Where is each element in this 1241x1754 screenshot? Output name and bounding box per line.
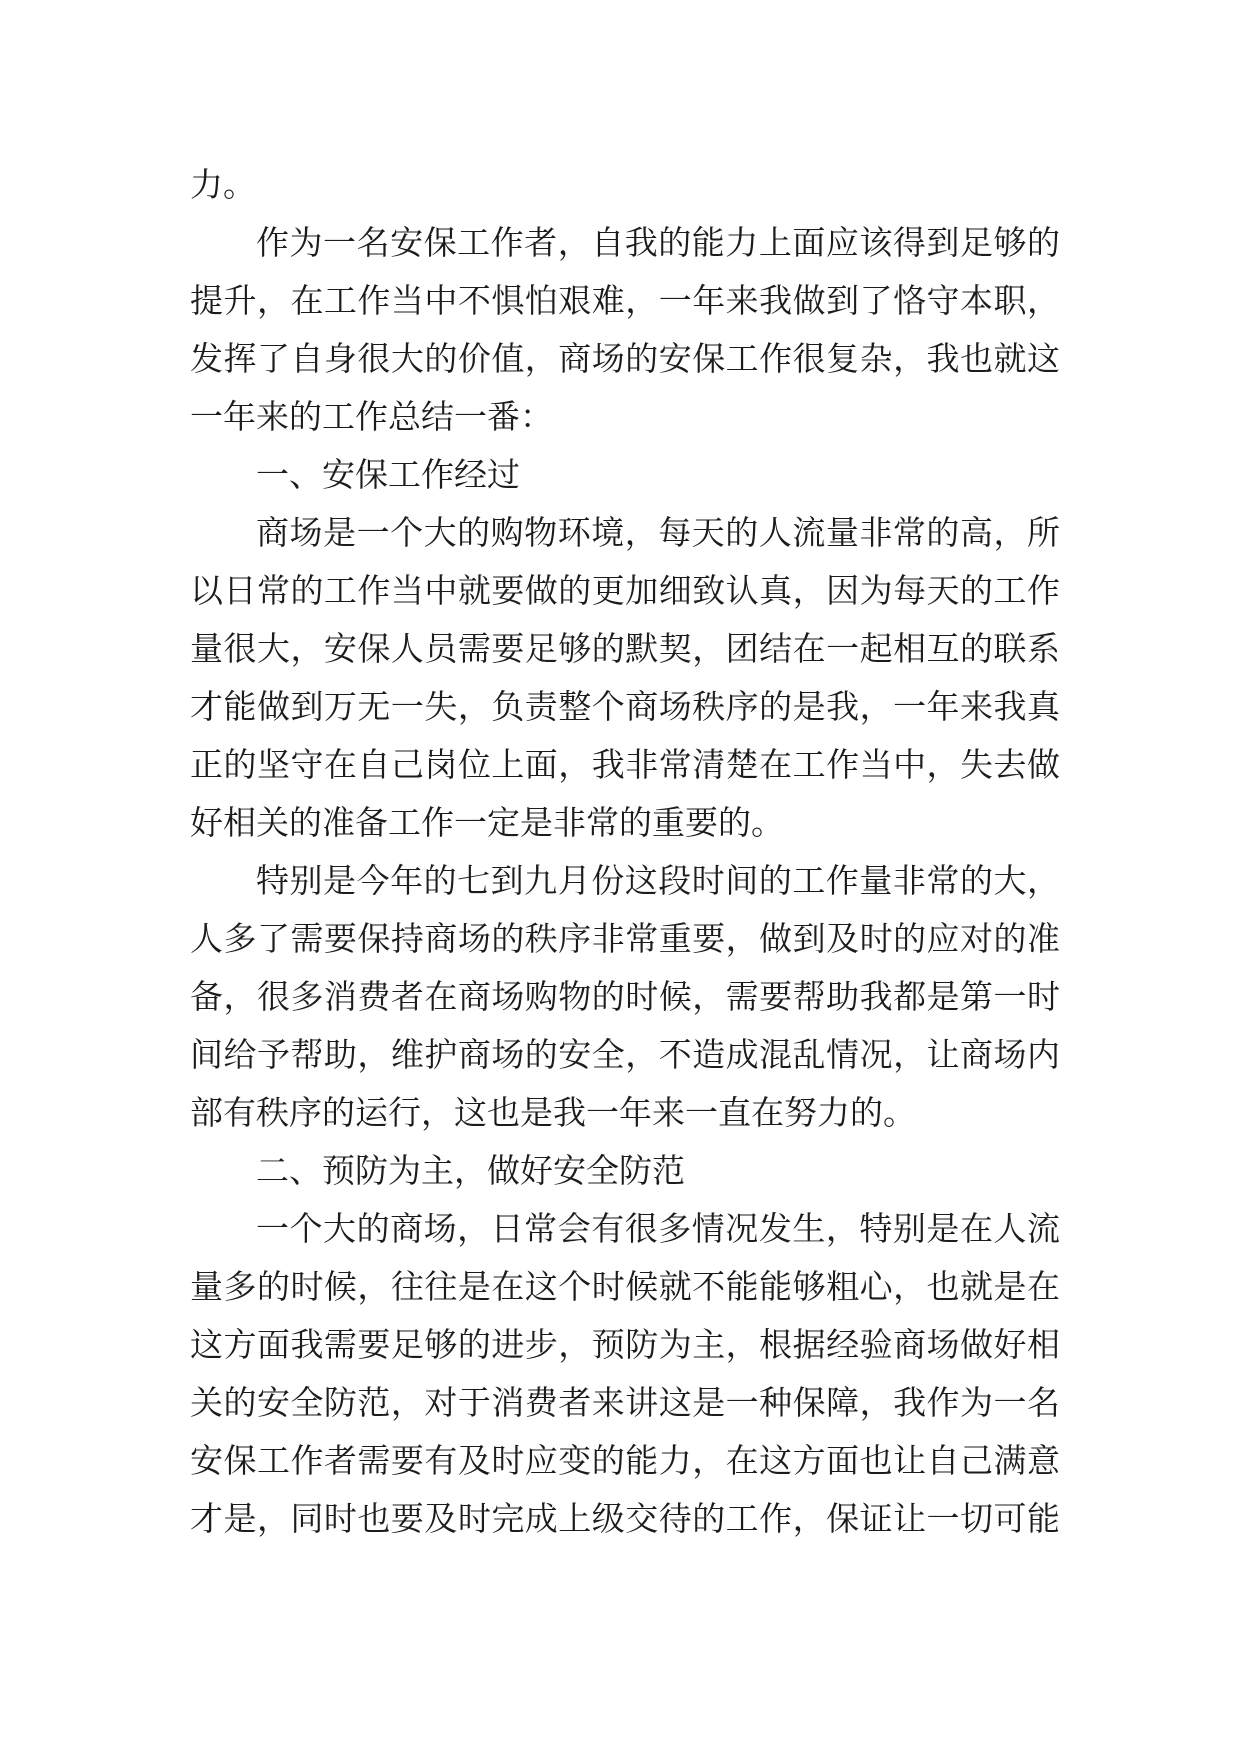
text-line: 部有秩序的运行，这也是我一年来一直在努力的。 [190,1093,916,1132]
section-heading: 二、预防为主，做好安全防范 [256,1151,685,1190]
text-line: 人多了需要保持商场的秩序非常重要，做到及时的应对的准 [190,919,1060,958]
text-line: 才能做到万无一失，负责整个商场秩序的是我，一年来我真 [190,687,1060,726]
text-line: 安保工作者需要有及时应变的能力，在这方面也让自己满意 [190,1441,1060,1480]
text-line: 量多的时候，往往是在这个时候就不能能够粗心，也就是在 [190,1267,1060,1306]
text-line: 力。 [190,165,256,204]
text-line: 正的坚守在自己岗位上面，我非常清楚在工作当中，失去做 [190,745,1060,784]
text-line: 备，很多消费者在商场购物的时候，需要帮助我都是第一时 [190,977,1060,1016]
paragraph-first-line: 一个大的商场，日常会有很多情况发生，特别是在人流 [256,1209,1060,1248]
text-line: 关的安全防范，对于消费者来讲这是一种保障，我作为一名 [190,1383,1060,1422]
text-line: 好相关的准备工作一定是非常的重要的。 [190,803,784,842]
paragraph-first-line: 商场是一个大的购物环境，每天的人流量非常的高，所 [256,513,1060,552]
text-line: 这方面我需要足够的进步，预防为主，根据经验商场做好相 [190,1325,1060,1364]
text-line: 提升，在工作当中不惧怕艰难，一年来我做到了恪守本职， [190,281,1060,320]
text-line: 一年来的工作总结一番： [190,397,553,436]
text-line: 才是，同时也要及时完成上级交待的工作，保证让一切可能 [190,1499,1060,1538]
text-line: 发挥了自身很大的价值，商场的安保工作很复杂，我也就这 [190,339,1060,378]
paragraph-first-line: 特别是今年的七到九月份这段时间的工作量非常的大， [256,861,1060,900]
paragraph-first-line: 作为一名安保工作者，自我的能力上面应该得到足够的 [256,223,1060,262]
text-line: 量很大，安保人员需要足够的默契，团结在一起相互的联系 [190,629,1060,668]
text-line: 间给予帮助，维护商场的安全，不造成混乱情况，让商场内 [190,1035,1060,1074]
section-heading: 一、安保工作经过 [256,455,520,494]
text-line: 以日常的工作当中就要做的更加细致认真，因为每天的工作 [190,571,1060,610]
